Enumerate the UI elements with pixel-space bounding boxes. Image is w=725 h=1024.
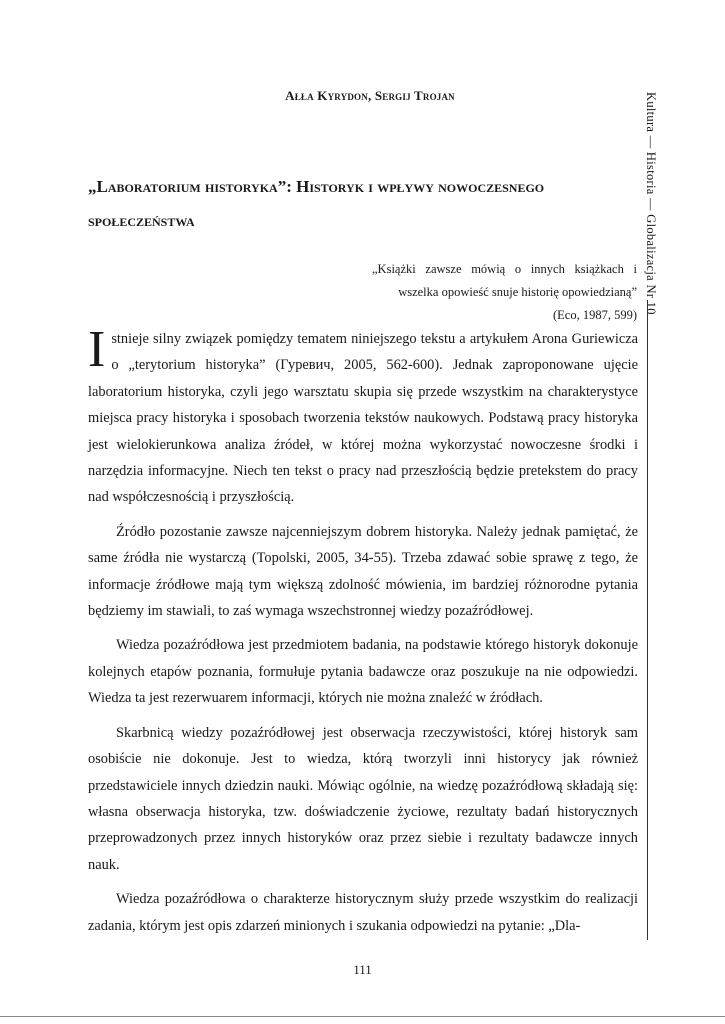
paragraph-1 [88, 321, 638, 511]
epigraph-quote: „Książki zawsze mówią o innych książkach i wszelka opowieść snuje historię opowiedzianą” [372, 262, 637, 299]
article-title: „Laboratorium historyka”: Historyk i wpływy nowoczesnego społeczeństwa [88, 177, 545, 230]
paragraph-text: stnieje silny związek pomiędzy tematem niniejszego tekstu a artykułem Arona Guriewicza o „terytorium historyka” (Гуревич, 2005, 562-600). Jednak zaproponowane ujęcie laboratorium historyka, czyli jego warsztatu skupia się przede wszystkim na charakterystyce miejsca pracy historyka i sposobach tworzenia tekstów naukowych. Podstawą pracy historyka jest wielokierunkowa analiza źródeł, w której można wykorzystać nowoczesne środki i narzędzia informacyjne. Niech ten tekst o pracy nad przeszłością będzie pretekstem do pracy nad współczesnością i przyszłością. [88, 331, 638, 506]
article-body [88, 321, 638, 947]
vertical-rule [647, 300, 648, 940]
paragraph-2: Źródło pozostanie zawsze najcenniejszym dobrem historyka. Należy jednak pamiętać, że same źródła nie wystarczą (Topolski, 2005, 34-55). Trzeba zdawać sobie sprawę z tego, że informacje źródłowe mają tym większą zdolność mówienia, im bardziej różnorodne pytania będziemy im stawiali, to zaś wymaga wszechstronnej wiedzy pozaźródłowej. [88, 523, 638, 620]
epigraph-source: (Eco, 1987, 599) [552, 308, 637, 322]
paragraph-3: Wiedza pozaźródłowa jest przedmiotem badania, na podstawie którego historyk dokonuje kolejnych etapów poznania, formułuje pytania badawcze oraz poszukuje na nie odpowiedzi. Wiedza ta jest rezerwuarem informacji, których nie można znaleźć w źródłach. [88, 637, 638, 707]
article-authors: Ałła Kyrydon, Sergij Trojan [285, 88, 455, 103]
running-head: Kultura — Historia — Globalizacja Nr 10 [644, 92, 658, 315]
bottom-rule [0, 1016, 725, 1017]
paragraph-4: Skarbnicą wiedzy pozaźródłowej jest obserwacja rzeczywistości, której historyk sam osobiście nie dokonuje. Jest to wiedza, którą tworzyli inni historycy jak również przedstawiciele innych dziedzin nauki. Mówiąc ogólnie, na wiedzę pozaźródłową składają się: własna obserwacja historyka, tzw. doświadczenie życiowe, rezultaty badań historycznych przeprowadzonych przez innych historyków oraz przez siebie i rezultaty badawcze innych nauk. [88, 724, 638, 873]
drop-cap: I [88, 321, 106, 378]
epigraph [372, 258, 637, 327]
paragraph-5: Wiedza pozaźródłowa o charakterze historycznym służy przede wszystkim do realizacji zadania, którym jest opis zdarzeń minionych i szukania odpowiedzi na pytanie: „Dla- [88, 891, 638, 934]
page-number: 111 [353, 962, 372, 977]
